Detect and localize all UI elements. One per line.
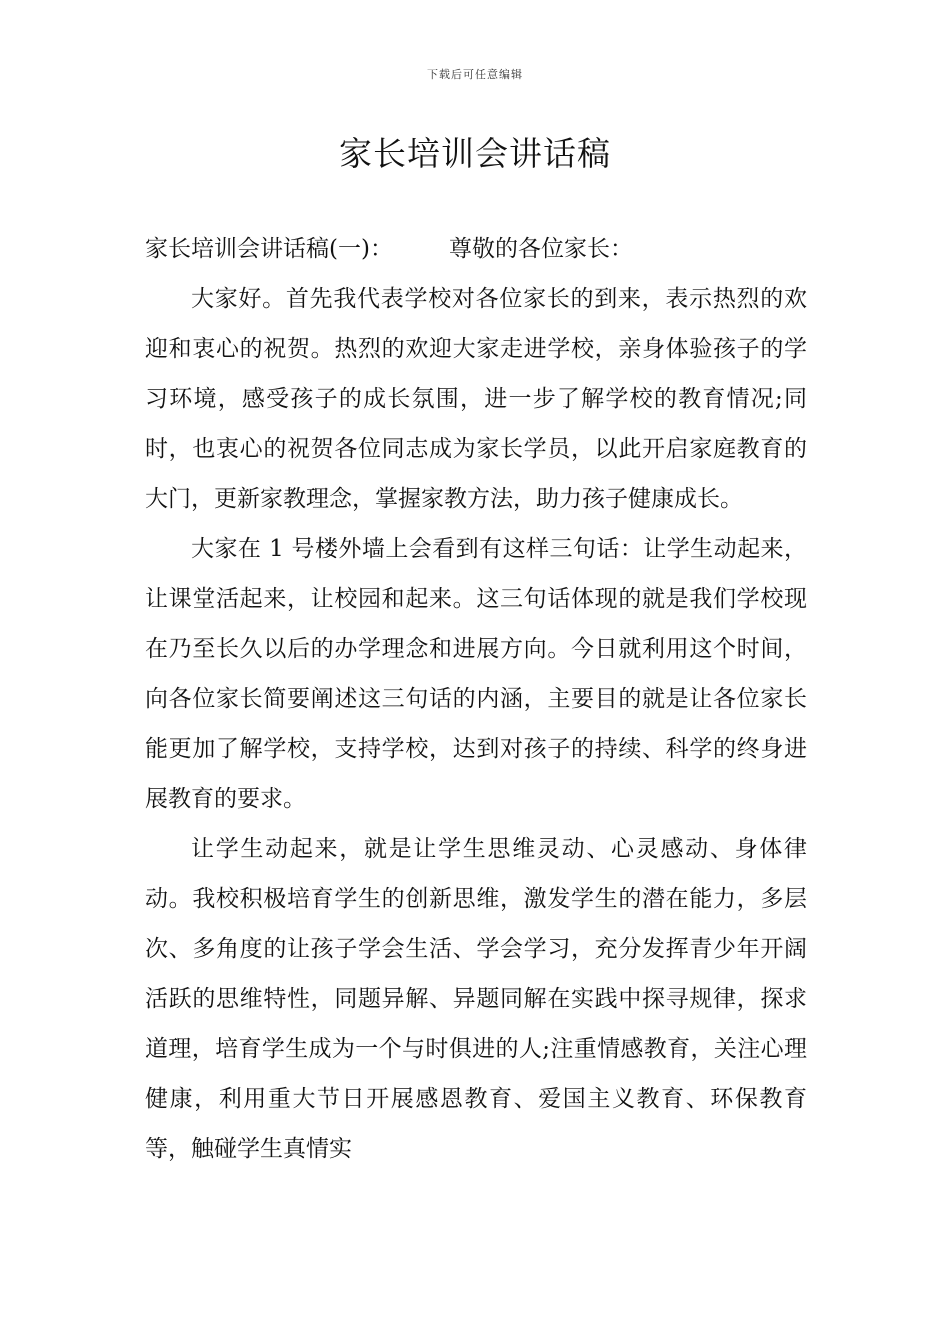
- document-body: [145, 224, 807, 1174]
- paragraph: 大家好。首先我代表学校对各位家长的到来，表示热烈的欢迎和衷心的祝贺。热烈的欢迎大家走进学校，亲身体验孩子的学习环境，感受孩子的成长氛围，进一步了解学校的教育情况;同时，也衷心的祝贺各位同志成为家长学员，以此开启家庭教育的大门，更新家教理念，掌握家教方法，助力孩子健康成长。: [145, 286, 807, 512]
- paragraph: 让学生动起来，就是让学生思维灵动、心灵感动、身体律动。我校积极培育学生的创新思维，激发学生的潜在能力，多层次、多角度的让孩子学会生活、学会学习，充分发挥青少年开阔活跃的思维特性，同题异解、异题同解在实践中探寻规律，探求道理，培育学生成为一个与时俱进的人;注重情感教育，关注心理健康，利用重大节日开展感恩教育、爱国主义教育、环保教育等，触碰学生真情实: [145, 836, 807, 1162]
- paragraph: 大家在 1 号楼外墙上会看到有这样三句话：让学生动起来，让课堂活起来，让校园和起来。这三句话体现的就是我们学校现在乃至长久以后的办学理念和进展方向。今日就利用这个时间，向各位家长简要阐述这三句话的内涵，主要目的就是让各位家长能更加了解学校，支持学校，达到对孩子的持续、科学的终身进展教育的要求。: [145, 536, 807, 812]
- opening-line: [145, 224, 807, 274]
- section-label: 家长培训会讲话稿(一)：: [145, 236, 393, 262]
- salutation: 尊敬的各位家长：: [448, 236, 633, 262]
- page-title: 家长培训会讲话稿: [339, 134, 611, 173]
- header-note: 下载后可任意编辑: [427, 68, 523, 81]
